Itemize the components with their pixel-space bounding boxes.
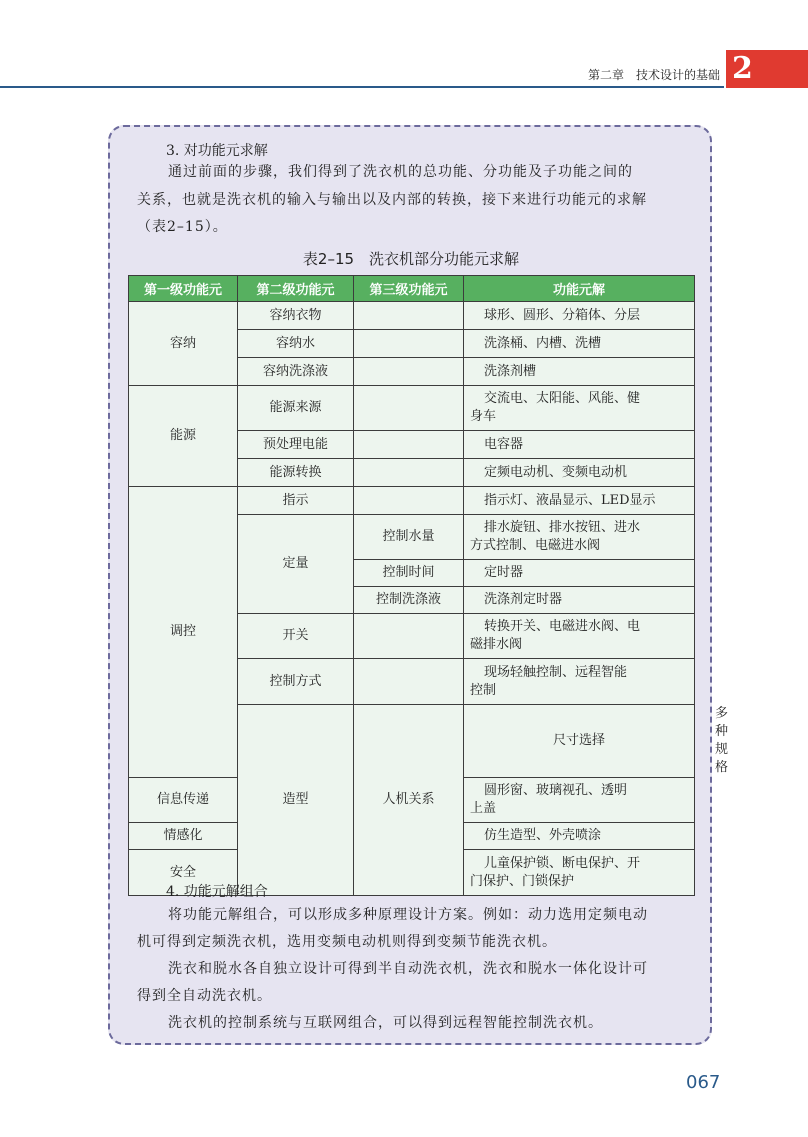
level3-cell (354, 386, 464, 431)
solution-cell (464, 386, 695, 431)
solution-cell (464, 659, 695, 705)
level3-cell: 尺寸选择 (464, 705, 695, 778)
section-4-heading: 4. 功能元解组合 (166, 884, 268, 900)
table-row (129, 386, 695, 431)
solution-cell: 电容器 (464, 431, 695, 459)
solution-cell (464, 614, 695, 659)
solution-line: 转换开关、电磁进水阀、电 (484, 619, 641, 634)
chapter-title: 第二章 技术设计的基础 (587, 68, 720, 82)
level2-cell: 能源转换 (238, 459, 354, 487)
solution-cell: 洗涤桶、内槽、洗槽 (464, 330, 695, 358)
solution-cell: 洗涤剂定时器 (464, 587, 695, 614)
level3-cell: 控制洗涤液 (354, 587, 464, 614)
solution-line: 现场轻触控制、远程智能 (484, 664, 628, 680)
section-4-p3-line-1: 洗衣机的控制系统与互联网组合，可以得到远程智能控制洗衣机。 (168, 1015, 603, 1031)
header-level-3: 第三级功能元 (354, 276, 464, 302)
chapter-number-badge: 2 (726, 50, 808, 88)
level2-cell: 容纳水 (238, 330, 354, 358)
solution-line: 方式控制、电磁进水阀 (470, 538, 601, 553)
level3-cell: 安全 (129, 850, 238, 896)
level2-cell: 人机关系 (354, 705, 464, 896)
section-3-line-3: （表2–15）。 (137, 219, 228, 235)
level3-cell (354, 459, 464, 487)
level3-cell (354, 431, 464, 459)
level3-cell (354, 614, 464, 659)
solution-line: 交流电、太阳能、风能、健 (484, 391, 641, 406)
solution-cell (464, 515, 695, 560)
level1-cell: 造型 (238, 705, 354, 896)
header-level-2: 第二级功能元 (238, 276, 354, 302)
solution-line: 上盖 (470, 801, 497, 816)
level3-cell (354, 302, 464, 330)
table-row: 造型 人机关系 尺寸选择 多种规格 (129, 705, 695, 778)
section-4-p2-line-1: 洗衣和脱水各自独立设计可得到半自动洗衣机，洗衣和脱水一体化设计可 (168, 961, 648, 977)
solution-cell: 定时器 (464, 560, 695, 587)
solution-line: 门保护、门锁保护 (470, 873, 575, 889)
level3-cell (354, 659, 464, 705)
level3-cell: 控制水量 (354, 515, 464, 560)
level1-cell: 调控 (129, 487, 238, 778)
function-element-table (128, 275, 729, 896)
solution-line: 磁排水阀 (470, 637, 523, 652)
level2-cell: 开关 (238, 614, 354, 659)
solution-cell: 洗涤剂槽 (464, 358, 695, 386)
level2-cell: 定量 (238, 515, 354, 614)
level3-cell (354, 358, 464, 386)
section-4-p2-line-2: 得到全自动洗衣机。 (137, 988, 272, 1004)
solution-cell (464, 850, 695, 896)
header-level-1: 第一级功能元 (129, 276, 238, 302)
solution-cell: 球形、圆形、分箱体、分层 (464, 302, 695, 330)
level2-cell: 预处理电能 (238, 431, 354, 459)
section-3-line-2: 关系，也就是洗衣机的输入与输出以及内部的转换，接下来进行功能元的求解 (137, 192, 647, 208)
level3-cell: 情感化 (129, 823, 238, 850)
solution-line: 控制 (470, 682, 497, 698)
level3-cell: 信息传递 (129, 778, 238, 823)
section-3-line-1: 通过前面的步骤，我们得到了洗衣机的总功能、分功能及子功能之间的 (168, 164, 633, 180)
section-3-heading: 3. 对功能元求解 (166, 143, 268, 159)
solution-line: 排水旋钮、排水按钮、进水 (484, 520, 641, 535)
header-solution: 功能元解 (464, 276, 695, 302)
level2-cell: 控制方式 (238, 659, 354, 705)
level3-cell (354, 487, 464, 515)
section-4-p1-line-2: 机可得到定频洗衣机，选用变频电动机则得到变频节能洗衣机。 (137, 934, 557, 950)
solution-line: 圆形窗、玻璃视孔、透明 (484, 783, 628, 798)
solution-line: 儿童保护锁、断电保护、开 (484, 855, 641, 871)
table-title: 表2–15 洗衣机部分功能元求解 (302, 250, 520, 268)
solution-line: 身车 (470, 409, 497, 424)
table-row (129, 302, 695, 330)
solution-cell: 指示灯、液晶显示、LED显示 (464, 487, 695, 515)
table-row (129, 487, 695, 515)
solution-cell: 仿生造型、外壳喷涂 (464, 823, 695, 850)
level1-cell: 容纳 (129, 302, 238, 386)
page-number: 067 (686, 1072, 721, 1093)
table-header-row (129, 276, 695, 302)
header-rule (0, 86, 724, 88)
level3-cell (354, 330, 464, 358)
level2-cell: 容纳洗涤液 (238, 358, 354, 386)
level1-cell: 能源 (129, 386, 238, 487)
section-4-p1-line-1: 将功能元解组合，可以形成多种原理设计方案。例如：动力选用定频电动 (168, 907, 648, 923)
solution-cell (464, 778, 695, 823)
level3-cell: 控制时间 (354, 560, 464, 587)
solution-cell: 定频电动机、变频电动机 (464, 459, 695, 487)
level2-cell: 容纳衣物 (238, 302, 354, 330)
level2-cell: 指示 (238, 487, 354, 515)
level2-cell: 能源来源 (238, 386, 354, 431)
